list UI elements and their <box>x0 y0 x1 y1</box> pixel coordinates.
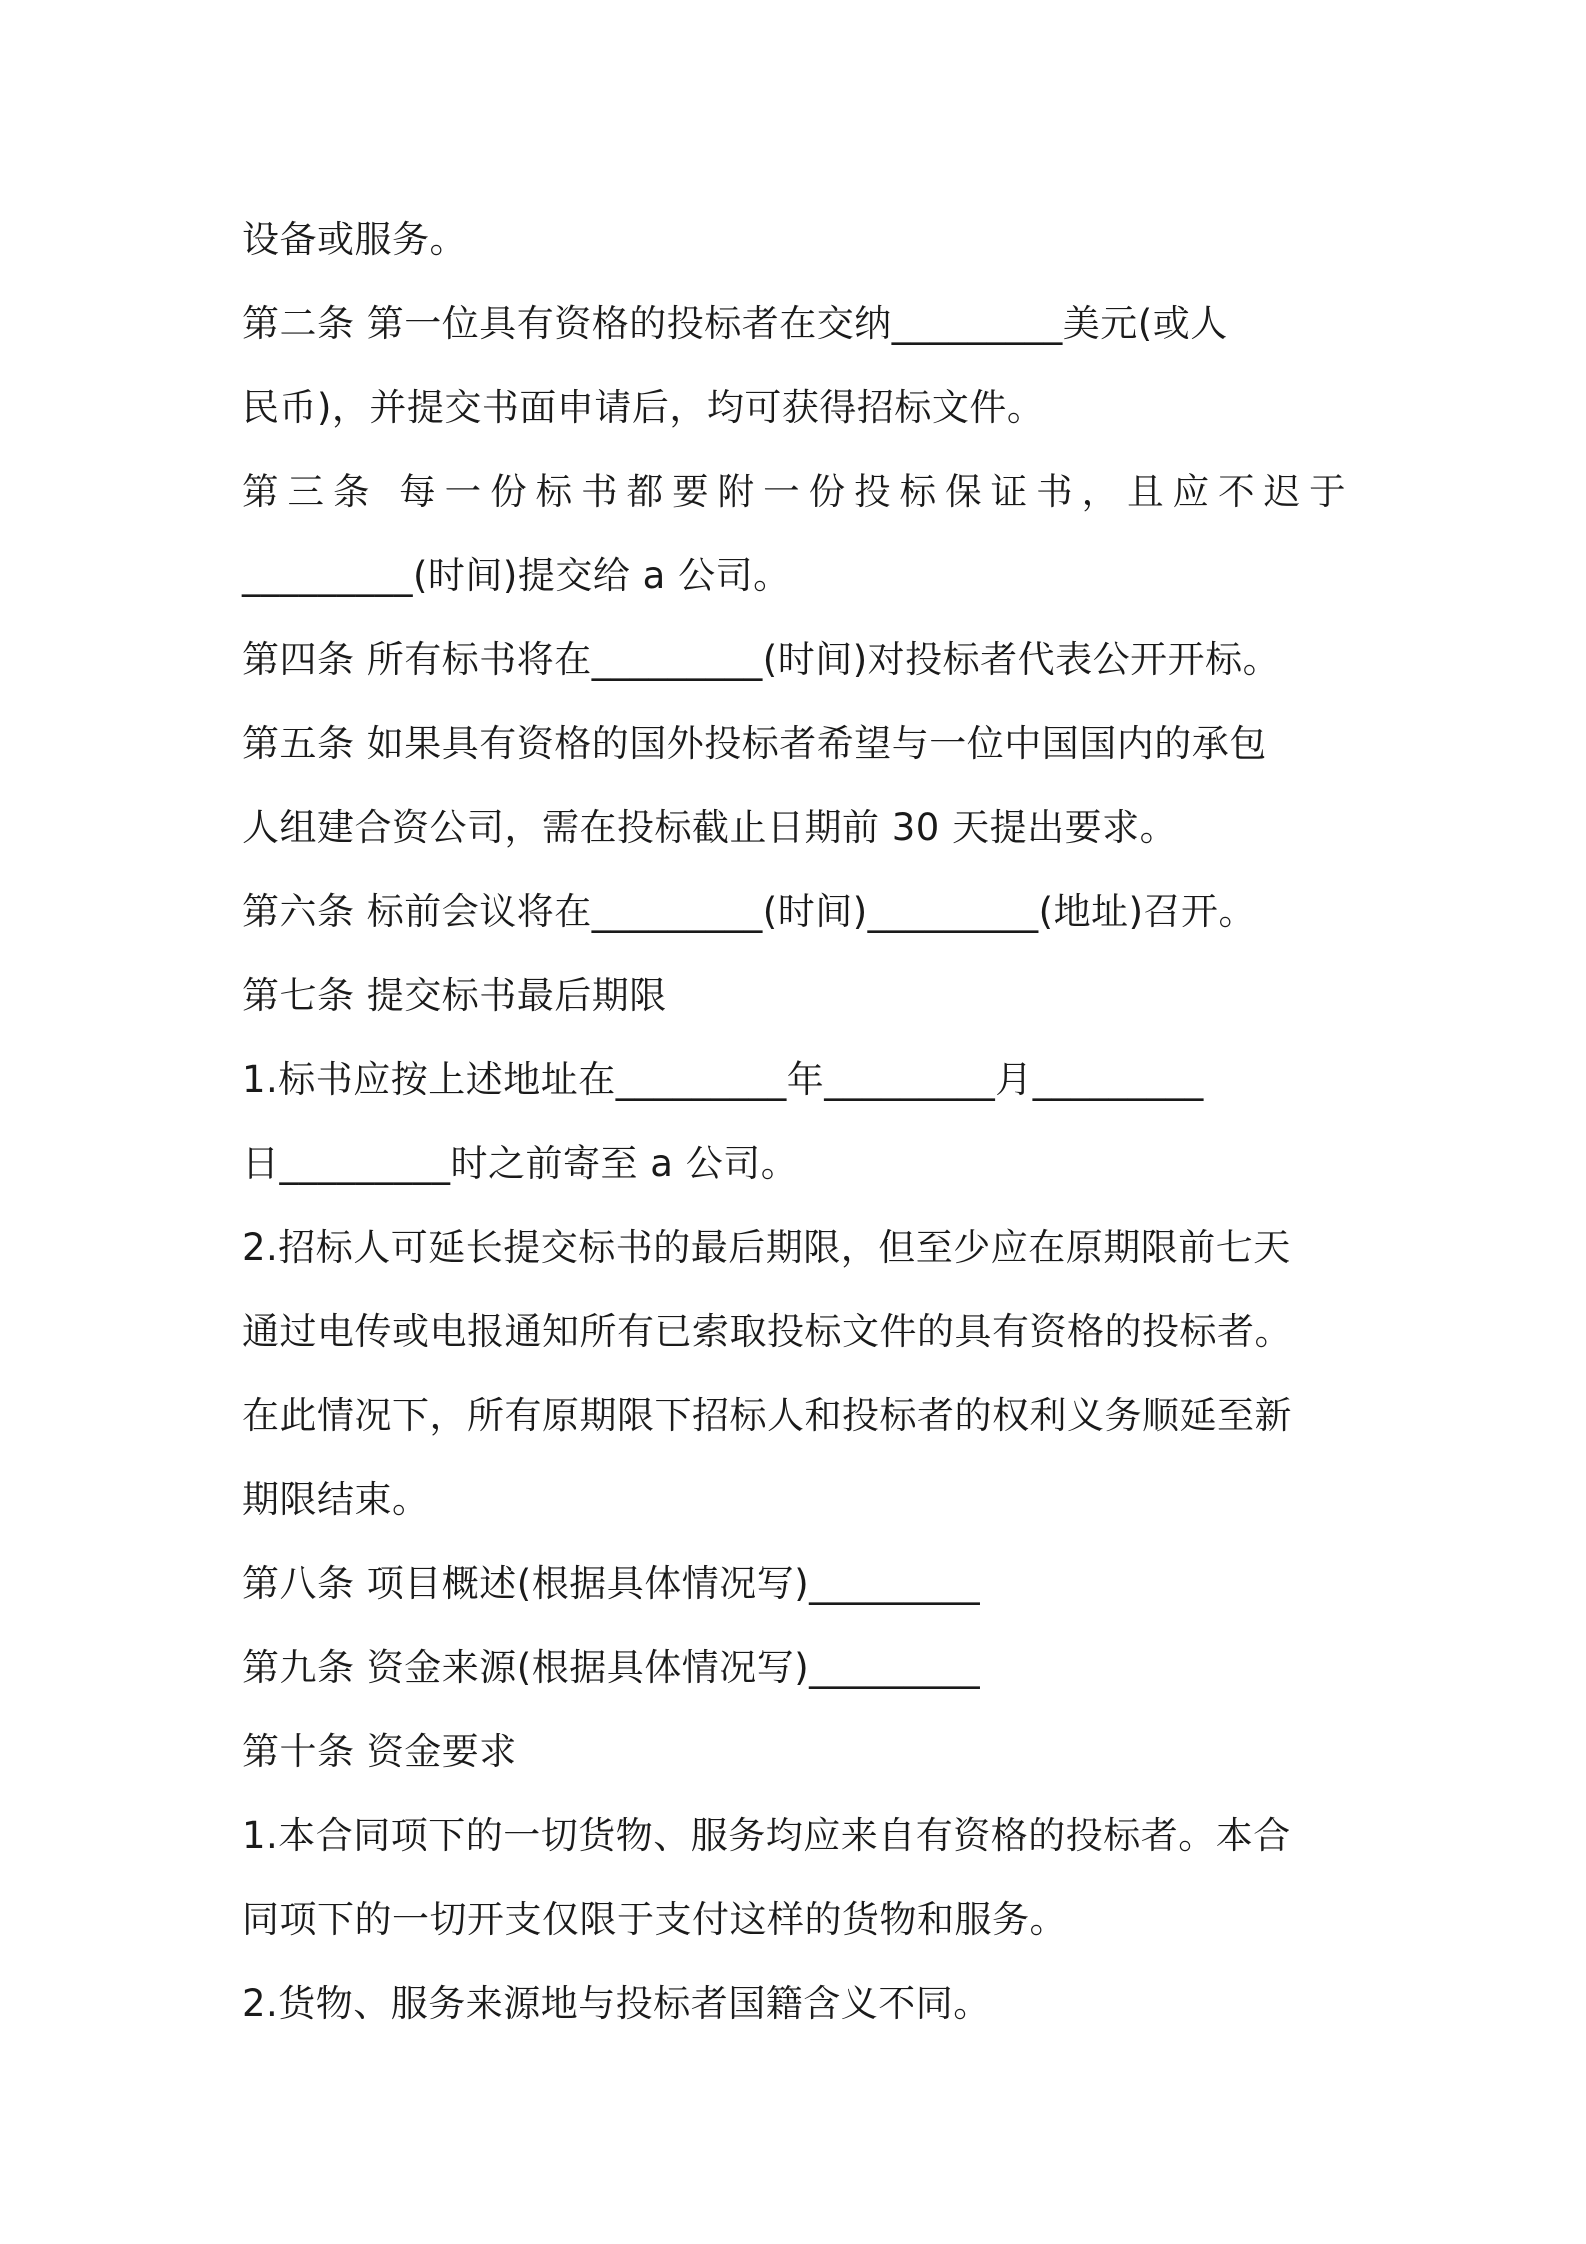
text-line: 设备或服务。 <box>242 218 467 261</box>
article-6-line: 第六条 标前会议将在_________(时间)_________(地址)召开。 <box>242 890 1257 933</box>
text-line: 人组建合资公司，需在投标截止日期前 30 天提出要求。 <box>242 806 1178 849</box>
article-7-item-2: 2.招标人可延长提交标书的最后期限，但至少应在原期限前七天 <box>242 1226 1291 1269</box>
text-line: 同项下的一切开支仅限于支付这样的货物和服务。 <box>242 1898 1067 1941</box>
text-line: 期限结束。 <box>242 1478 430 1521</box>
article-10-item-2: 2.货物、服务来源地与投标者国籍含义不同。 <box>242 1982 991 2025</box>
article-8-line: 第八条 项目概述(根据具体情况写)_________ <box>242 1562 981 1605</box>
article-4-line: 第四条 所有标书将在_________(时间)对投标者代表公开开标。 <box>242 638 1281 681</box>
article-2-line: 第二条 第一位具有资格的投标者在交纳_________美元(或人 <box>242 302 1228 345</box>
document-page <box>242 198 1357 2046</box>
text-line: 日_________时之前寄至 a 公司。 <box>242 1142 799 1185</box>
article-5-line: 第五条 如果具有资格的国外投标者希望与一位中国国内的承包 <box>242 722 1267 765</box>
article-10-item-1: 1.本合同项下的一切货物、服务均应来自有资格的投标者。本合 <box>242 1814 1291 1857</box>
article-10-heading: 第十条 资金要求 <box>242 1730 517 1773</box>
text-line: 通过电传或电报通知所有已索取投标文件的具有资格的投标者。 <box>242 1310 1292 1353</box>
text-line: _________(时间)提交给 a 公司。 <box>242 554 791 597</box>
article-7-heading: 第七条 提交标书最后期限 <box>242 974 667 1017</box>
article-9-line: 第九条 资金来源(根据具体情况写)_________ <box>242 1646 981 1689</box>
text-line: 民币)，并提交书面申请后，均可获得招标文件。 <box>242 386 1045 429</box>
article-3-line: 第三条 每一份标书都要附一份投标保证书，且应不迟于 <box>242 470 1355 513</box>
text-line: 在此情况下，所有原期限下招标人和投标者的权利义务顺延至新 <box>242 1394 1292 1437</box>
article-7-item-1: 1.标书应按上述地址在_________年_________月_________ <box>242 1058 1204 1101</box>
